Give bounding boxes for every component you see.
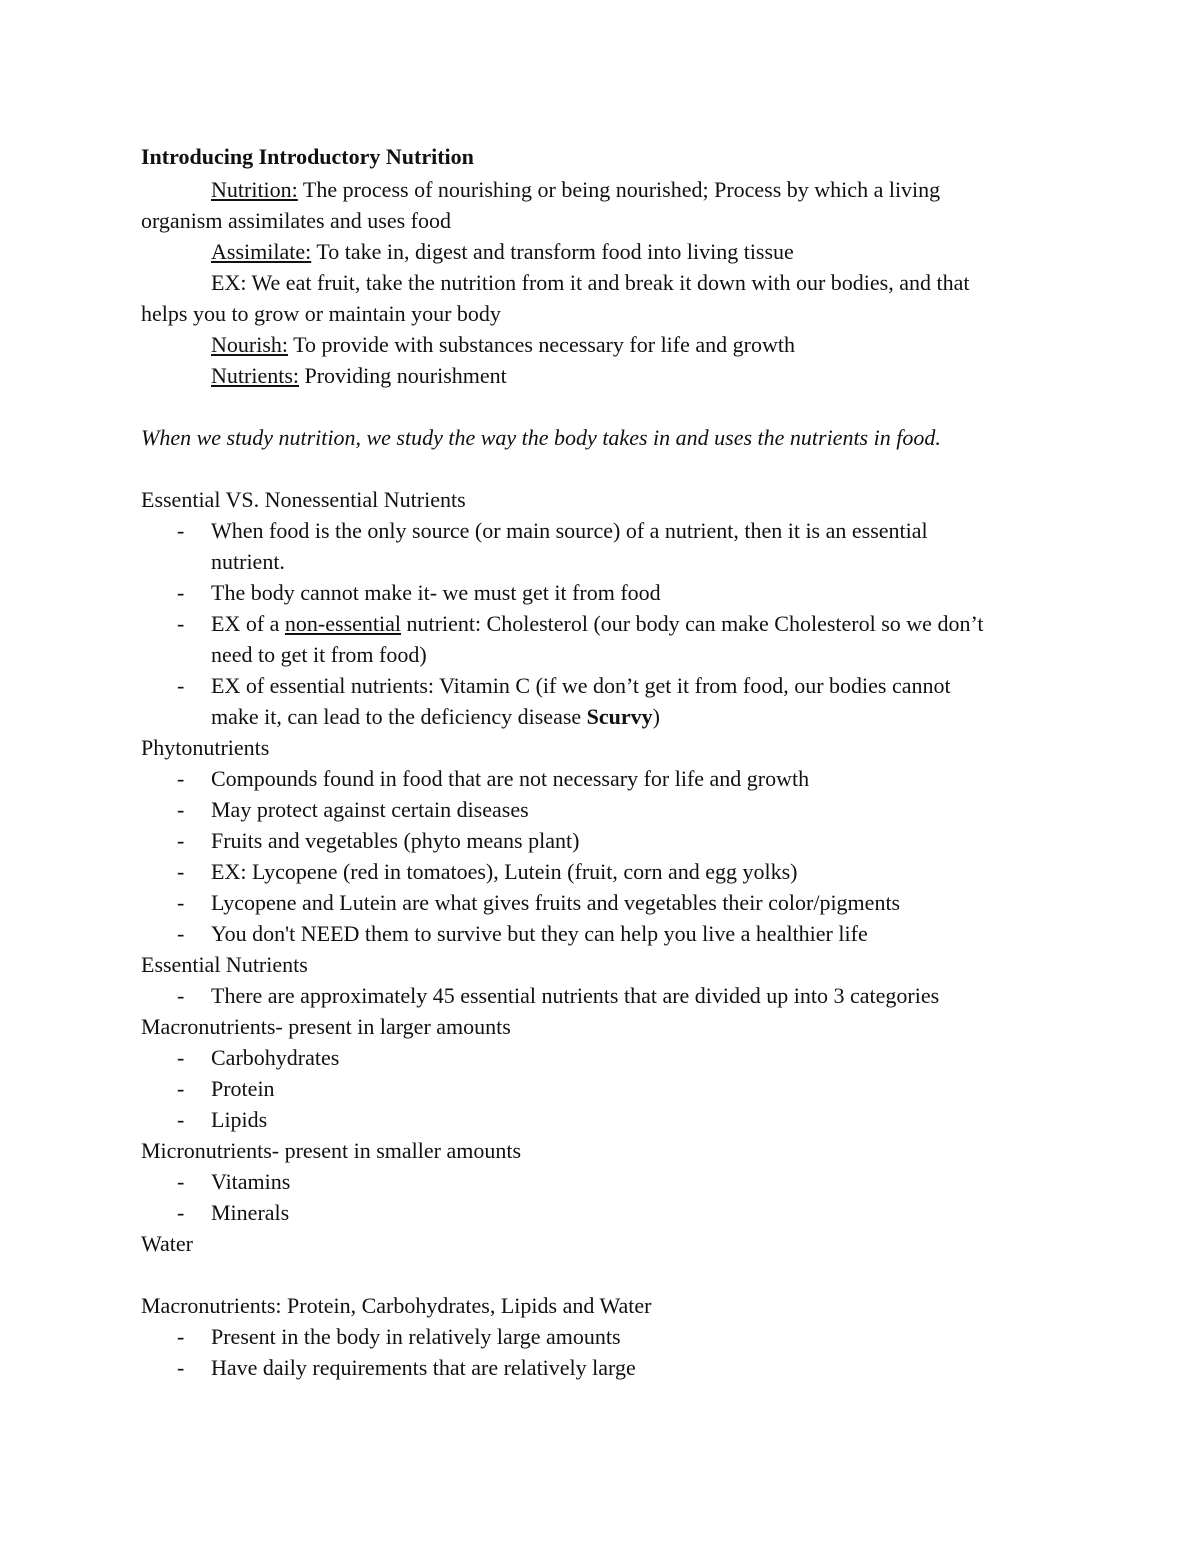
list-item-text: Carbohydrates <box>211 1045 340 1070</box>
dash-marker: - <box>177 983 185 1008</box>
list-item-text: Minerals <box>211 1200 290 1225</box>
heading-phytonutrients: Phytonutrients <box>141 735 270 760</box>
list-item-text: Protein <box>211 1076 275 1101</box>
list-item <box>141 825 1061 856</box>
term-nourish: Nourish: <box>211 332 288 357</box>
example-fruit-cont: helps you to grow or maintain your body <box>141 301 501 326</box>
term-nutrients: Nutrients: <box>211 363 299 388</box>
definition-nourish <box>141 329 1061 360</box>
list-item-text: The body cannot make it- we must get it from food <box>211 580 661 605</box>
list-item-cont: nutrient. <box>211 549 285 574</box>
list-item-text: Lipids <box>211 1107 268 1132</box>
dash-marker: - <box>177 673 185 698</box>
term-nutrition: Nutrition: <box>211 177 298 202</box>
dash-marker: - <box>177 1076 185 1101</box>
dash-marker: - <box>177 1355 185 1380</box>
list-item <box>141 763 1061 794</box>
list-item-text: EX of essential nutrients: Vitamin C (if we don’t get it from food, our bodies cannot <box>211 673 951 698</box>
dash-marker: - <box>177 797 185 822</box>
def-nutrients: Providing nourishment <box>299 363 507 388</box>
heading-water: Water <box>141 1231 193 1256</box>
list-item <box>141 1197 1061 1228</box>
list-item-text: EX: Lycopene (red in tomatoes), Lutein (fruit, corn and egg yolks) <box>211 859 798 884</box>
list-item-text-pre: EX of a <box>211 611 285 636</box>
dash-marker: - <box>177 1045 185 1070</box>
list-item-text: You don't NEED them to survive but they can help you live a healthier life <box>211 921 868 946</box>
heading-essential-vs: Essential VS. Nonessential Nutrients <box>141 487 466 512</box>
dash-marker: - <box>177 1324 185 1349</box>
list-item-cont: need to get it from food) <box>211 642 427 667</box>
document-page <box>141 140 1061 1383</box>
heading-essential-nutrients: Essential Nutrients <box>141 952 308 977</box>
dash-marker: - <box>177 1169 185 1194</box>
definition-nutrition <box>141 174 1061 205</box>
list-item-text: Have daily requirements that are relatively large <box>211 1355 636 1380</box>
list-item-text: Lycopene and Lutein are what gives fruits and vegetables their color/pigments <box>211 890 901 915</box>
list-item <box>141 918 1061 949</box>
dash-marker: - <box>177 611 185 636</box>
list-item <box>141 577 1061 608</box>
list-item-text: Present in the body in relatively large amounts <box>211 1324 621 1349</box>
list-item <box>141 980 1061 1011</box>
list-item <box>141 1104 1061 1135</box>
list-item-text-post: ) <box>652 704 660 729</box>
def-nutrition: The process of nourishing or being nourished; Process by which a living <box>297 177 941 202</box>
term-assimilate: Assimilate: <box>211 239 312 264</box>
italic-statement: When we study nutrition, we study the way the body takes in and uses the nutrients in food. <box>141 425 941 450</box>
term-non-essential: non-essential <box>284 611 402 636</box>
dash-marker: - <box>177 859 185 884</box>
dash-marker: - <box>177 828 185 853</box>
list-item-text-pre: make it, can lead to the deficiency disease <box>211 704 587 729</box>
list-item <box>141 1073 1061 1104</box>
dash-marker: - <box>177 518 185 543</box>
dash-marker: - <box>177 921 185 946</box>
heading-micronutrients: Micronutrients- present in smaller amounts <box>141 1138 522 1163</box>
list-item-text: May protect against certain diseases <box>211 797 529 822</box>
document-title: Introducing Introductory Nutrition <box>141 144 474 169</box>
dash-marker: - <box>177 580 185 605</box>
heading-macronutrients: Macronutrients- present in larger amounts <box>141 1014 511 1039</box>
example-fruit: EX: We eat fruit, take the nutrition from it and break it down with our bodies, and that <box>211 270 970 295</box>
list-item-text: Vitamins <box>211 1169 291 1194</box>
list-item-text: Fruits and vegetables (phyto means plant) <box>211 828 580 853</box>
list-item <box>141 856 1061 887</box>
definition-nutrition-cont: organism assimilates and uses food <box>141 208 451 233</box>
list-item-text: Compounds found in food that are not necessary for life and growth <box>211 766 810 791</box>
list-item <box>141 670 1061 701</box>
list-item <box>141 1166 1061 1197</box>
list-item <box>141 1042 1061 1073</box>
spacer <box>141 453 1061 484</box>
list-item <box>141 608 1061 639</box>
spacer <box>141 1259 1061 1290</box>
list-item-text-post: nutrient: Cholesterol (our body can make Cholesterol so we don’t <box>401 611 984 636</box>
list-item <box>141 1352 1061 1383</box>
list-item-text: There are approximately 45 essential nutrients that are divided up into 3 categories <box>211 983 940 1008</box>
term-scurvy: Scurvy <box>586 704 653 729</box>
dash-marker: - <box>177 1107 185 1132</box>
list-item <box>141 887 1061 918</box>
dash-marker: - <box>177 1200 185 1225</box>
def-assimilate: To take in, digest and transform food into living tissue <box>311 239 794 264</box>
heading-macronutrients-summary: Macronutrients: Protein, Carbohydrates, Lipids and Water <box>141 1293 652 1318</box>
spacer <box>141 391 1061 422</box>
list-item-text: When food is the only source (or main source) of a nutrient, then it is an essential <box>211 518 928 543</box>
definition-nutrients <box>141 360 1061 391</box>
def-nourish: To provide with substances necessary for life and growth <box>288 332 795 357</box>
definition-assimilate <box>141 236 1061 267</box>
list-item <box>141 794 1061 825</box>
dash-marker: - <box>177 766 185 791</box>
list-item <box>141 1321 1061 1352</box>
list-item <box>141 515 1061 546</box>
list-item-cont <box>141 701 1061 732</box>
dash-marker: - <box>177 890 185 915</box>
